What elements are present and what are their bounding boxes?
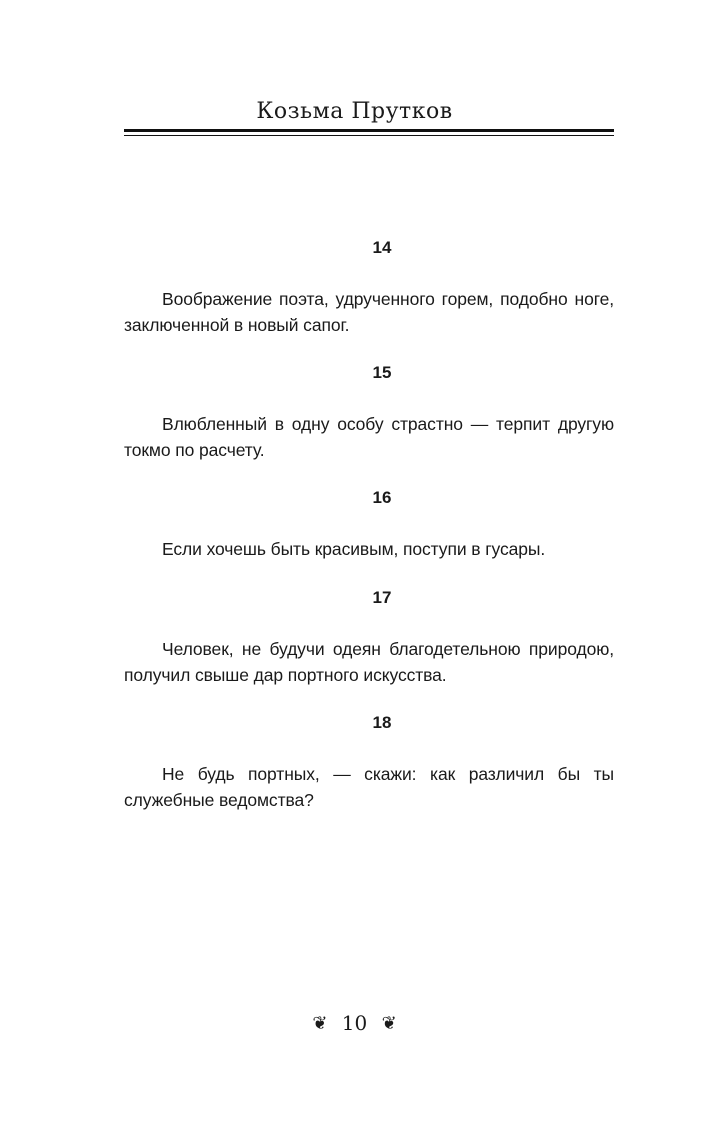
page-footer bbox=[0, 1010, 709, 1037]
fleuron-left-icon: ❦ bbox=[312, 1013, 328, 1034]
aphorism-number: 16 bbox=[372, 488, 392, 507]
page-number: 10 bbox=[341, 1011, 368, 1035]
aphorism-text: Воображение поэта, удрученного горем, подобно ноге, заключенной в новый сапог. bbox=[124, 289, 614, 335]
aphorism-text: Не будь портных, — скажи: как различил бы ты служебные ведомства? bbox=[124, 764, 614, 810]
fleuron-right-icon: ❦ bbox=[381, 1013, 397, 1034]
aphorism-number: 17 bbox=[372, 588, 392, 607]
aphorism-text: Влюбленный в одну особу страстно — терпит другую токмо по расчету. bbox=[124, 414, 614, 460]
aphorism-number: 14 bbox=[372, 238, 392, 257]
header-rule-thin bbox=[124, 135, 614, 136]
aphorism-text: Человек, не будучи одеян благодетельною природою, получил свыше дар портного искусства. bbox=[124, 639, 614, 685]
running-title: Козьма Прутков bbox=[256, 99, 453, 124]
aphorism-text: Если хочешь быть красивым, поступи в гусары. bbox=[162, 539, 546, 559]
header-rule-thick bbox=[124, 129, 614, 132]
aphorism-number: 18 bbox=[372, 713, 392, 732]
aphorism-number: 15 bbox=[372, 363, 392, 382]
